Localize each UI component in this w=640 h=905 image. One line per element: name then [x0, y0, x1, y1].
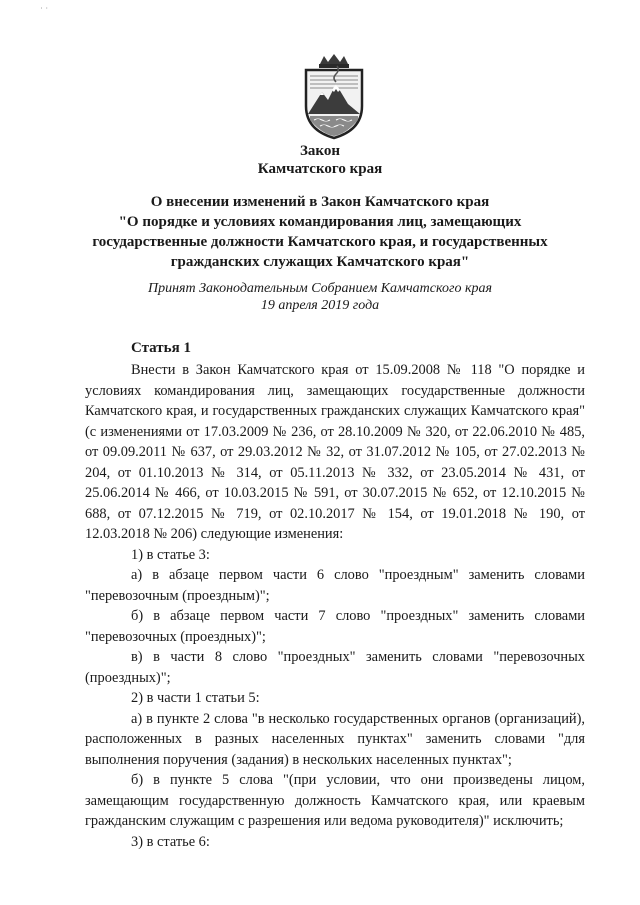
article-paragraph: а) в пункте 2 слова "в несколько государственных органов (организаций), расположенных в разных населенных пунктах" заменить словами "для выполнения поручения (задания) в нескольких населенных пунктах"; — [85, 710, 585, 768]
adoption-note-line-1: Принят Законодательным Собранием Камчатского края — [147, 281, 493, 296]
law-title-line-4: гражданских служащих Камчатского края" — [170, 254, 470, 270]
article-paragraph: 1) в статье 3: — [131, 546, 210, 563]
article-paragraph: 3) в статье 6: — [131, 833, 210, 850]
law-title-line-2: "О порядке и условиях командирования лиц, замещающих — [118, 214, 522, 230]
article-heading: Статья 1 — [131, 340, 191, 356]
law-header — [60, 142, 580, 178]
adoption-date: 19 апреля 2019 года — [260, 298, 380, 313]
region-label: Камчатского края — [257, 161, 383, 177]
article-paragraph: 2) в части 1 статьи 5: — [131, 690, 260, 706]
law-title-line-3: государственные должности Камчатского края, и государственных — [92, 234, 548, 250]
article-body — [85, 360, 585, 852]
article-paragraph: б) в абзаце первом части 7 слово "проездных" заменить словами "перевозочных (проездных)"; — [85, 608, 585, 645]
adoption-note — [60, 280, 580, 314]
doc-type-label: Закон — [299, 143, 340, 159]
article-paragraph: б) в пункте 5 слова "(при условии, что они произведены лицом, замещающим государственную должность Камчатского края, или краевым гражданским служащим с разрешения или ведома руководителя)" исключить; — [85, 772, 585, 829]
coat-of-arms-emblem — [298, 54, 370, 140]
article-paragraph: а) в абзаце первом части 6 слово "проездным" заменить словами "перевозочным (проездным)"; — [85, 567, 585, 604]
law-title-line-1: О внесении изменений в Закон Камчатского края — [150, 194, 490, 210]
scan-specks: ˙ ˙ — [40, 6, 49, 16]
law-title — [60, 192, 580, 272]
article-paragraph: Внести в Закон Камчатского края от 15.09.2008 № 118 "О порядке и условиях командирования лиц, замещающих государственные должности Камчатского края, и государственных гражданских служащих Камчатского края" (с изменениями от 17.03.2009 № 236, от 28.10.2009 № 320, от 22.06.2010 № 485, от 09.09.2011 № 637, от 29.03.2012 № 32, от 31.07.2012 № 105, от 27.02.2013 № 204, от 01.10.2013 № 314, от 05.11.2013 № 332, от 23.05.2014 № 431, от 25.06.2014 № 466, от 10.03.2015 № 591, от 30.07.2015 № 652, от 12.10.2015 № 688, от 07.12.2015 № 719, от 02.10.2017 № 154, от 19.01.2018 № 190, от 12.03.2018 № 206) следующие изменения: — [85, 362, 585, 542]
article-paragraph: в) в части 8 слово "проездных" заменить словами "перевозочных (проездных)"; — [85, 649, 585, 686]
